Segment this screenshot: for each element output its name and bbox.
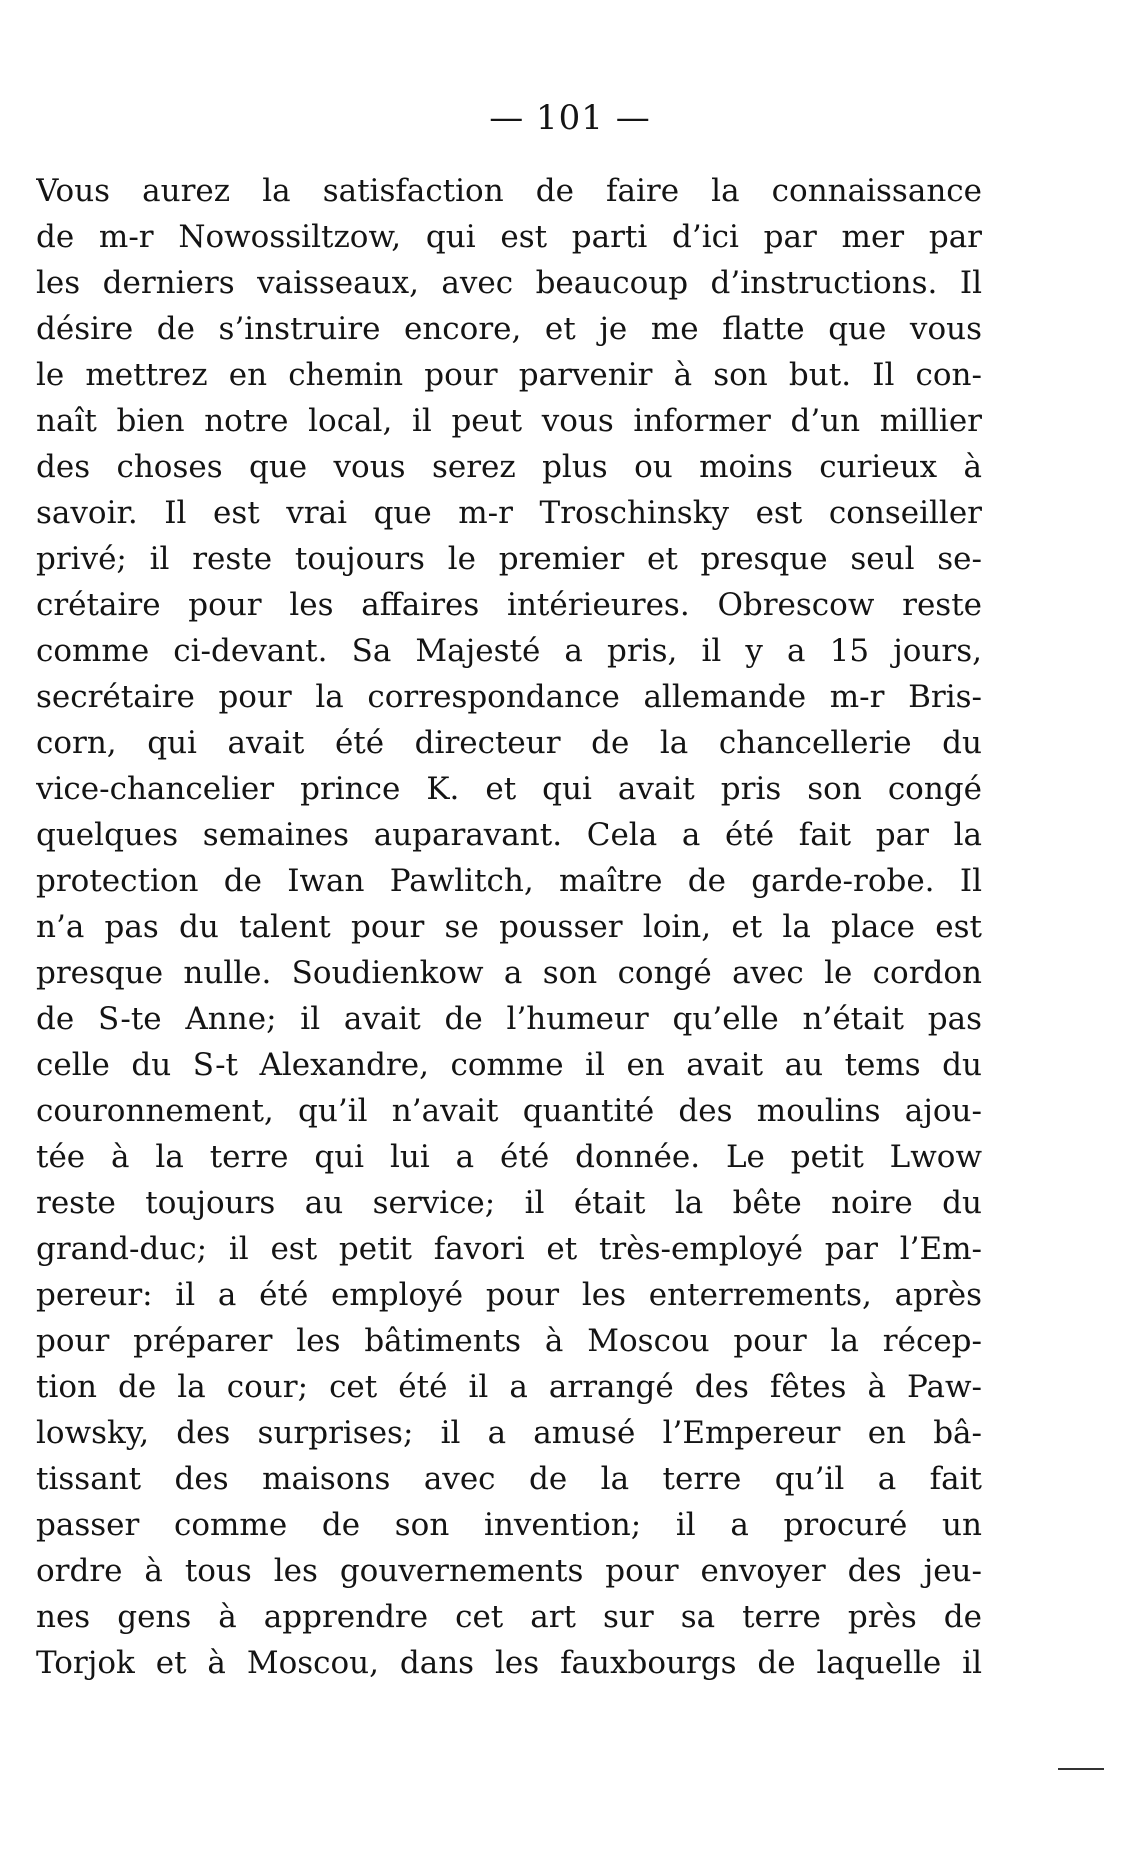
margin-rule [1058,1768,1104,1770]
text-line: les derniers vaisseaux, avec beaucoup d’instructions. Il [36,265,982,301]
text-line: tion de la cour; cet été il a arrangé des fêtes à Paw- [36,1369,982,1405]
text-line: le mettrez en chemin pour parvenir à son but. Il con- [36,357,982,393]
text-line: vice-chancelier prince K. et qui avait pris son congé [36,771,982,807]
text-line: secrétaire pour la correspondance allemande m-r Bris- [36,679,982,715]
text-line: lowsky, des surprises; il a amusé l’Empereur en bâ- [36,1415,982,1451]
text-line: reste toujours au service; il était la bête noire du [36,1185,982,1221]
text-line: de m-r Nowossiltzow, qui est parti d’ici par mer par [36,219,982,255]
text-line: des choses que vous serez plus ou moins curieux à [36,449,982,485]
text-line: quelques semaines auparavant. Cela a été fait par la [36,817,982,853]
text-line: crétaire pour les affaires intérieures. Obrescow reste [36,587,982,623]
text-line: Torjok et à Moscou, dans les fauxbourgs de laquelle il [36,1645,982,1681]
text-line: pereur: il a été employé pour les enterrements, après [36,1277,982,1313]
text-line: comme ci-devant. Sa Majesté a pris, il y a 15 jours, [36,633,982,669]
text-line: celle du S-t Alexandre, comme il en avait au tems du [36,1047,982,1083]
text-line: corn, qui avait été directeur de la chancellerie du [36,725,982,761]
text-line: Vous aurez la satisfaction de faire la connaissance [36,173,982,209]
text-line: nes gens à apprendre cet art sur sa terre près de [36,1599,982,1635]
text-line: naît bien notre local, il peut vous informer d’un millier [36,403,982,439]
text-line: couronnement, qu’il n’avait quantité des moulins ajou- [36,1093,982,1129]
text-line: ordre à tous les gouvernements pour envoyer des jeu- [36,1553,982,1589]
text-line: de S-te Anne; il avait de l’humeur qu’elle n’était pas [36,1001,982,1037]
text-line: protection de Iwan Pawlitch, maître de garde-robe. Il [36,863,982,899]
text-line: pour préparer les bâtiments à Moscou pour la récep- [36,1323,982,1359]
text-line: grand-duc; il est petit favori et très-employé par l’Em- [36,1231,982,1267]
text-line: presque nulle. Soudienkow a son congé avec le cordon [36,955,982,991]
text-line: désire de s’instruire encore, et je me flatte que vous [36,311,982,347]
body-text [36,168,982,1686]
text-line: tée à la terre qui lui a été donnée. Le petit Lwow [36,1139,982,1175]
text-line: tissant des maisons avec de la terre qu’il a fait [36,1461,982,1497]
text-line: privé; il reste toujours le premier et presque seul se- [36,541,982,577]
page-number: — 101 — [489,98,651,138]
text-line: savoir. Il est vrai que m-r Troschinsky est conseiller [36,495,982,531]
text-line: n’a pas du talent pour se pousser loin, et la place est [36,909,982,945]
text-line: passer comme de son invention; il a procuré un [36,1507,982,1543]
